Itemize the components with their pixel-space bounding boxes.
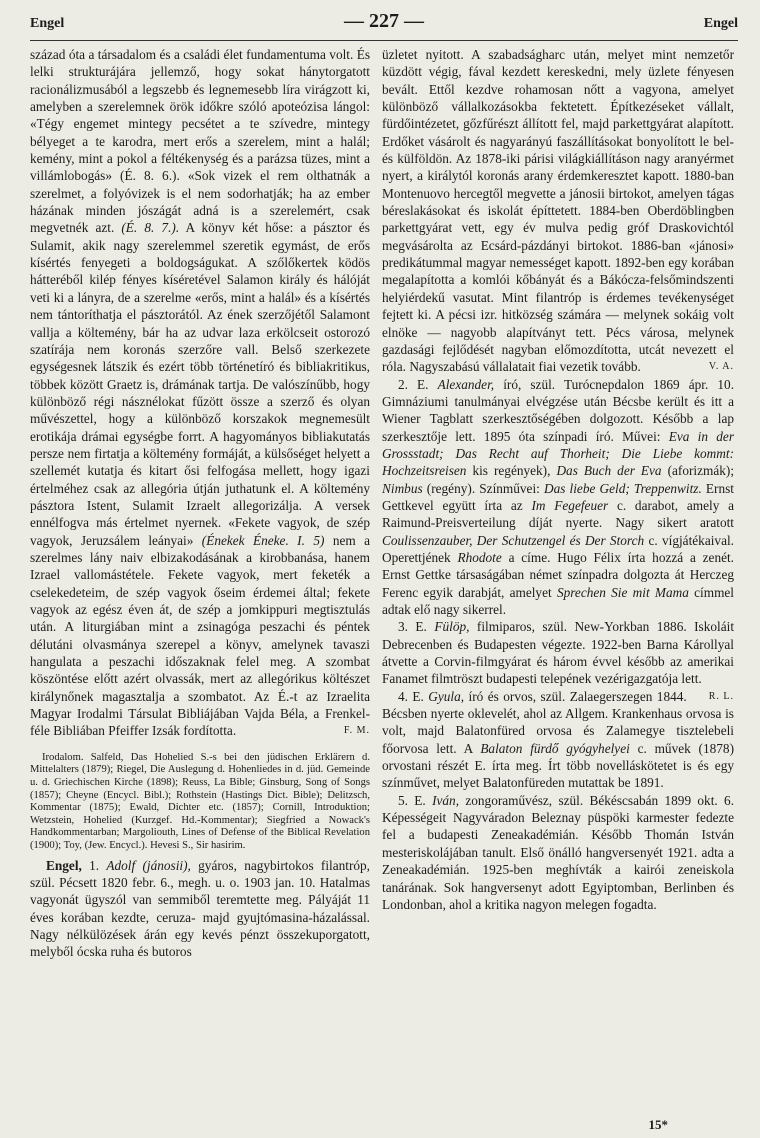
entry-number: 4. E. [398, 688, 424, 704]
work-title: Das Buch der Eva [556, 463, 662, 479]
entry-text: gyáros, nagybirtokos filantróp, szül. Pécsett 1820 febr. 6., megh. u. o. 1903 jan. 10. Hatalmas vagyonát ügyszól van semmiből teremtette meg. Pályáját 11 éves korában kezdte, ceruza- majd gyujtómasina-házalással. Nagy nélkülözések árán egy kevés pénzt összekuporgatott, melyből ócska ruha és butoros [30, 857, 371, 960]
right-column [382, 46, 734, 913]
author-signature: V. A. [708, 361, 734, 373]
entry-name: Gyula, [428, 688, 465, 704]
entry-text: c. darabot, amely a Raimund-Preisverteilung díját nyerte. Nagy sikert aratott [382, 497, 735, 531]
entry-text: zongoraművész, szül. Békéscsabán 1899 okt. 6. Képességeit Nagyváradon Beleznay püspöki karmester fedezte fel a budapesti Zeneakadémián. Később Thomán István mesteriskolájában tanult. Első önálló hangversenyét 1921. adta a Zeneakadémián. 1925-ben meghívták a kairói zeneiskola tanárának. Sok hangversenyt adott Egyiptomban, Berlinben és Londonban, ahol a kritika nagyon melegen fogadta. [382, 792, 735, 912]
work-title: Sprechen Sie mit Mama [556, 584, 689, 600]
work-title: Balaton fürdő gyógyhelyei [480, 740, 630, 756]
entry-text: filmiparos, szül. New-Yorkban 1886. Iskoláit Debrecenben és Budapesten végezte. 1922-ben Barna Károllyal átvette a Corvin-filmgyárat és három évvel később az amerikai Fanamet filmtröszt budapesti telepének vezérigazgatója lett. [382, 619, 735, 687]
entry-name: Fülöp, [434, 619, 470, 635]
running-head-left: Engel [30, 16, 65, 31]
entry-engel-adolf-continuation [382, 46, 734, 376]
entry-text: kis regények), [472, 463, 551, 479]
entry-text: a címe. Hugo Félix írta hozzá a zenét. Ernst Gettke társaságában német színpadra dolgozta át Herczeg Ferenc egyik darabját, amelyet [382, 549, 735, 600]
work-title: Das liebe Geld; Treppenwitz. [543, 480, 702, 496]
running-head [30, 10, 738, 36]
entry-name: Iván, [432, 792, 460, 808]
entry-engel-gyula [382, 688, 734, 792]
entry-text: (aforizmák); [667, 463, 735, 479]
work-title: Nimbus [382, 480, 423, 496]
entry-text: c. művek (1878) orvostani részét E. írta meg. Írt több novelláskötetet is és egy színművet, melyet Balatonfüreden mutattak be 1891. [382, 740, 734, 791]
citation: (Énekek Éneke. I. 5) [201, 532, 325, 548]
entry-name: Alexander, [437, 376, 495, 392]
entry-text: c. vígjátékaival. Operettjének [382, 532, 734, 565]
header-rule [30, 40, 738, 41]
entry-text: címmel adtak elő nagy sikerrel. [382, 584, 735, 617]
entry-text: üzletet nyitott. A szabadságharc után, melyet mint nemzetőr küzdött végig, fával kezdett kereskedni, mely üzlete fényesen bevált. Ettől kezdve rohamosan nőtt a vagyona, amelyet különböző vállalkozásokba fektetett. Építkezéseket vállalt, fürdőintézetet, gőzfűrészt állított fel, majd parkettgyárat alapított. Erdőket vásárolt és nagyarányú faszállításokat bonyolított le bel- és külföldön. Az 1878-iki párisi világkiállításon nagy aranyérmet nyert, a királytól koronás arany érdemkeresztet kapott. 1880-ban Montenuovo hercegtől megvette a jánosii birtokot, amelyen tágas béreslakásokat és iskolát építtetett. 1884-ben Oberdöblingben parkettgyárat vett, egy év mulva pedig gróf Draskovichtól megvásárolta az Ecsárd-pázdányi birtokot. 1886-ban «jánosi» predikátummal magyar nemességet kapott. 1892-ben egy korában megalapította a komlói kőbányát és a Bákócza-felsőmindszenti helyiérdekű vasutat. Mint filantróp is érdemes tevékenységet fejtett ki. A pécsi izr. hitközség számára — melynek sokáig volt elnöke — nagyobb alapítványt tett. Pécs városa, melynek gazdasági fejlődését nagyban előmozdította, utcát nevezett el róla. Nagyszabású vállalatait fiai vezetik tovább. [382, 47, 734, 375]
left-column [30, 46, 370, 961]
entry-number: 5. E. [398, 792, 426, 808]
work-title: Coulissenzauber, Der Schutzengel és Der Storch [382, 532, 645, 548]
bibliography [30, 752, 370, 853]
work-title: Eva in der Grossstadt; Das Recht auf Thorheit; Die Liebe kommt: Hochzeitsreisen [382, 428, 735, 479]
entry-number: 2. E. [398, 376, 429, 392]
entry-number: 1. [89, 857, 100, 873]
paragraph-text: A könyv két hőse: a pásztor és Sulamit, akik nagy szerelemmel szeretik egymást, de erős kísértés fenyegeti a boldogságukat. A szőlőkertek ködös hátteréből kilép fényes kíséretével Salamon király és hálóját veti ki a lányra, de a szerelme «erős, mint a halál» és a kísértés nem tántoríthatja el pásztorától. Az ének szerzőjétől Salamont vallja a költemény, bár ha az udvar laza erkölcseit ostorozó szatírája nem koronás szerzőre vall. Belső szerkezete egységesnek látszik és ezért több történetíró és bibliakritikus, többek között Graetz is, drámának tartja. De valószínűbb, hogy különböző régi násznélokat fűzött össze a szerző és olyan művészettel, hogy a különböző korszakok megnemesült erotikája drámai egységbe forrt. A hagyományos bibliakutatás persze nem firtatja a költemény formáját, a külsőséget helyett a szellemét kutatja és kitart ősi felfogása mellett, hogy igazi értelméhez csak az allegória útján juthatunk el. A költemény pásztora Istent, Sulamit Izraelt allegorizálja. A versek ennélfogva más értelmet nyernek. «Fekete vagyok, de szép vagyok, Jeruzsálem leányai» [30, 220, 370, 548]
citation: (É. 8. 7.). [121, 220, 180, 236]
entry-engel-adolf [30, 857, 370, 961]
entry-headword: Engel, [46, 857, 82, 873]
entry-text: író, szül. Turócnepdalon 1869 ápr. 10. Gimnáziumi tanulmányai elvégzése után Bécsbe került és itt a Wiener Tagblatt szerkesztőségében dolgozott. Később a lap szerkesztője lett. 1895 óta színpadi író. Művei: [382, 376, 735, 444]
entry-text: író és orvos, szül. Zalaegerszegen 1844. Bécsben nyerte oklevelét, ahol az Allgem. Krankenhaus orvosa is volt, majd Balatonfüred orvosa és Zalamegye tisztelebeli főorvosa lett. A [382, 688, 734, 756]
paragraph-text: század óta a társadalom és a családi élet fundamentuma volt. És lelki strukturájára jellemző, hogy sokat hánytorgatott racionálizmusából a legszebb és legnemesebb líra virágzott ki, amelyben a szerelemnek örök időkre szóló apoteózisa lángol: «Tégy engemet mintegy pecsétet a te szívedre, mintegy bélyeget a te karodra, mert erős a szerelem, mint a halál; kemény, mint a pokol a féltékenység és a parázsa tüzes, mint a villámlobogás» (É. 8. 6.). «Sok vizek el rem olthatnák a szerelmet, a folyóvizek is el nem sodorhatják; ha az ember házának minden jószágát adná is a szerelemért, csak megvetnék azt. [30, 47, 370, 236]
engel-entry-continuation [30, 46, 370, 740]
entry-text: Ernst Gettkevel együtt írta az [382, 480, 734, 513]
entry-text: (regény). Színművei: [426, 480, 540, 496]
running-head-right: Engel [703, 16, 738, 31]
author-signature: F. M. [343, 725, 370, 737]
page-number: — 227 — [344, 10, 424, 32]
work-title: Im Fegefeuer [531, 497, 609, 513]
entry-engel-alexander [382, 376, 734, 619]
bibliography-text: Irodalom. Salfeld, Das Hohelied S.-s bei den jüdischen Erklärern d. Mittelalters (1879); Riegel, Die Auslegung d. Hohenliedes in d. jüd. Gemeinde u. d. Griechischen Kirche (1898); Reuss, La Bible; Ginsburg, Song of Songs (1857); Cheyne (Encycl. Bibl.); Rothstein (Hastings Dict. Bible); Delitzsch, Kommentar (1875); Ewald, Dichter etc. (1857); Cornill, Introduktion; Wetzstein, Hohelied (Kurzgef. Hd.-Kommentar); Siegfried a Nowack's Handkommentarban; Margoliouth, Lines of Defense of the Biblical Revelation (1900); Toy, (Jew. Encycl.). Hevesi S., Sir hasirim. [30, 751, 370, 851]
entry-number: 3. E. [398, 619, 427, 635]
signature-mark: 15* [648, 1117, 668, 1132]
author-signature: R. L. [708, 690, 734, 702]
work-title: Rhodote [457, 549, 502, 565]
entry-name: Adolf (jánosii), [106, 857, 191, 873]
paragraph-text: nem a szerelmes lány naiv elbizakodásának a kirobbanása, hanem Izrael vallomástétele. Fekete vagyok, mert feketék a cselekedeteim, de szép vagyok őseim érdemei által; fekete vagyok az egész éven át, de szép a jomkippuri megtisztulás után. A liturgiában mint a zsinagóga peszachi és péntek délutáni olvasmánya szerepel a könyv, amelynek tavaszi hangulata a peszachi időszaknak felel meg. A szombat köszöntése előtt azért olvassák, mert az allegórikus költészet királynőnek magasztalja a szombatot. Az É.-t az Izraelita Magyar Irodalmi Társulat Bibliájában Vajda Béla, a Frenkel-féle Bibliában Pfeiffer Izsák fordította. [30, 532, 371, 739]
entry-engel-ivan [382, 792, 734, 913]
